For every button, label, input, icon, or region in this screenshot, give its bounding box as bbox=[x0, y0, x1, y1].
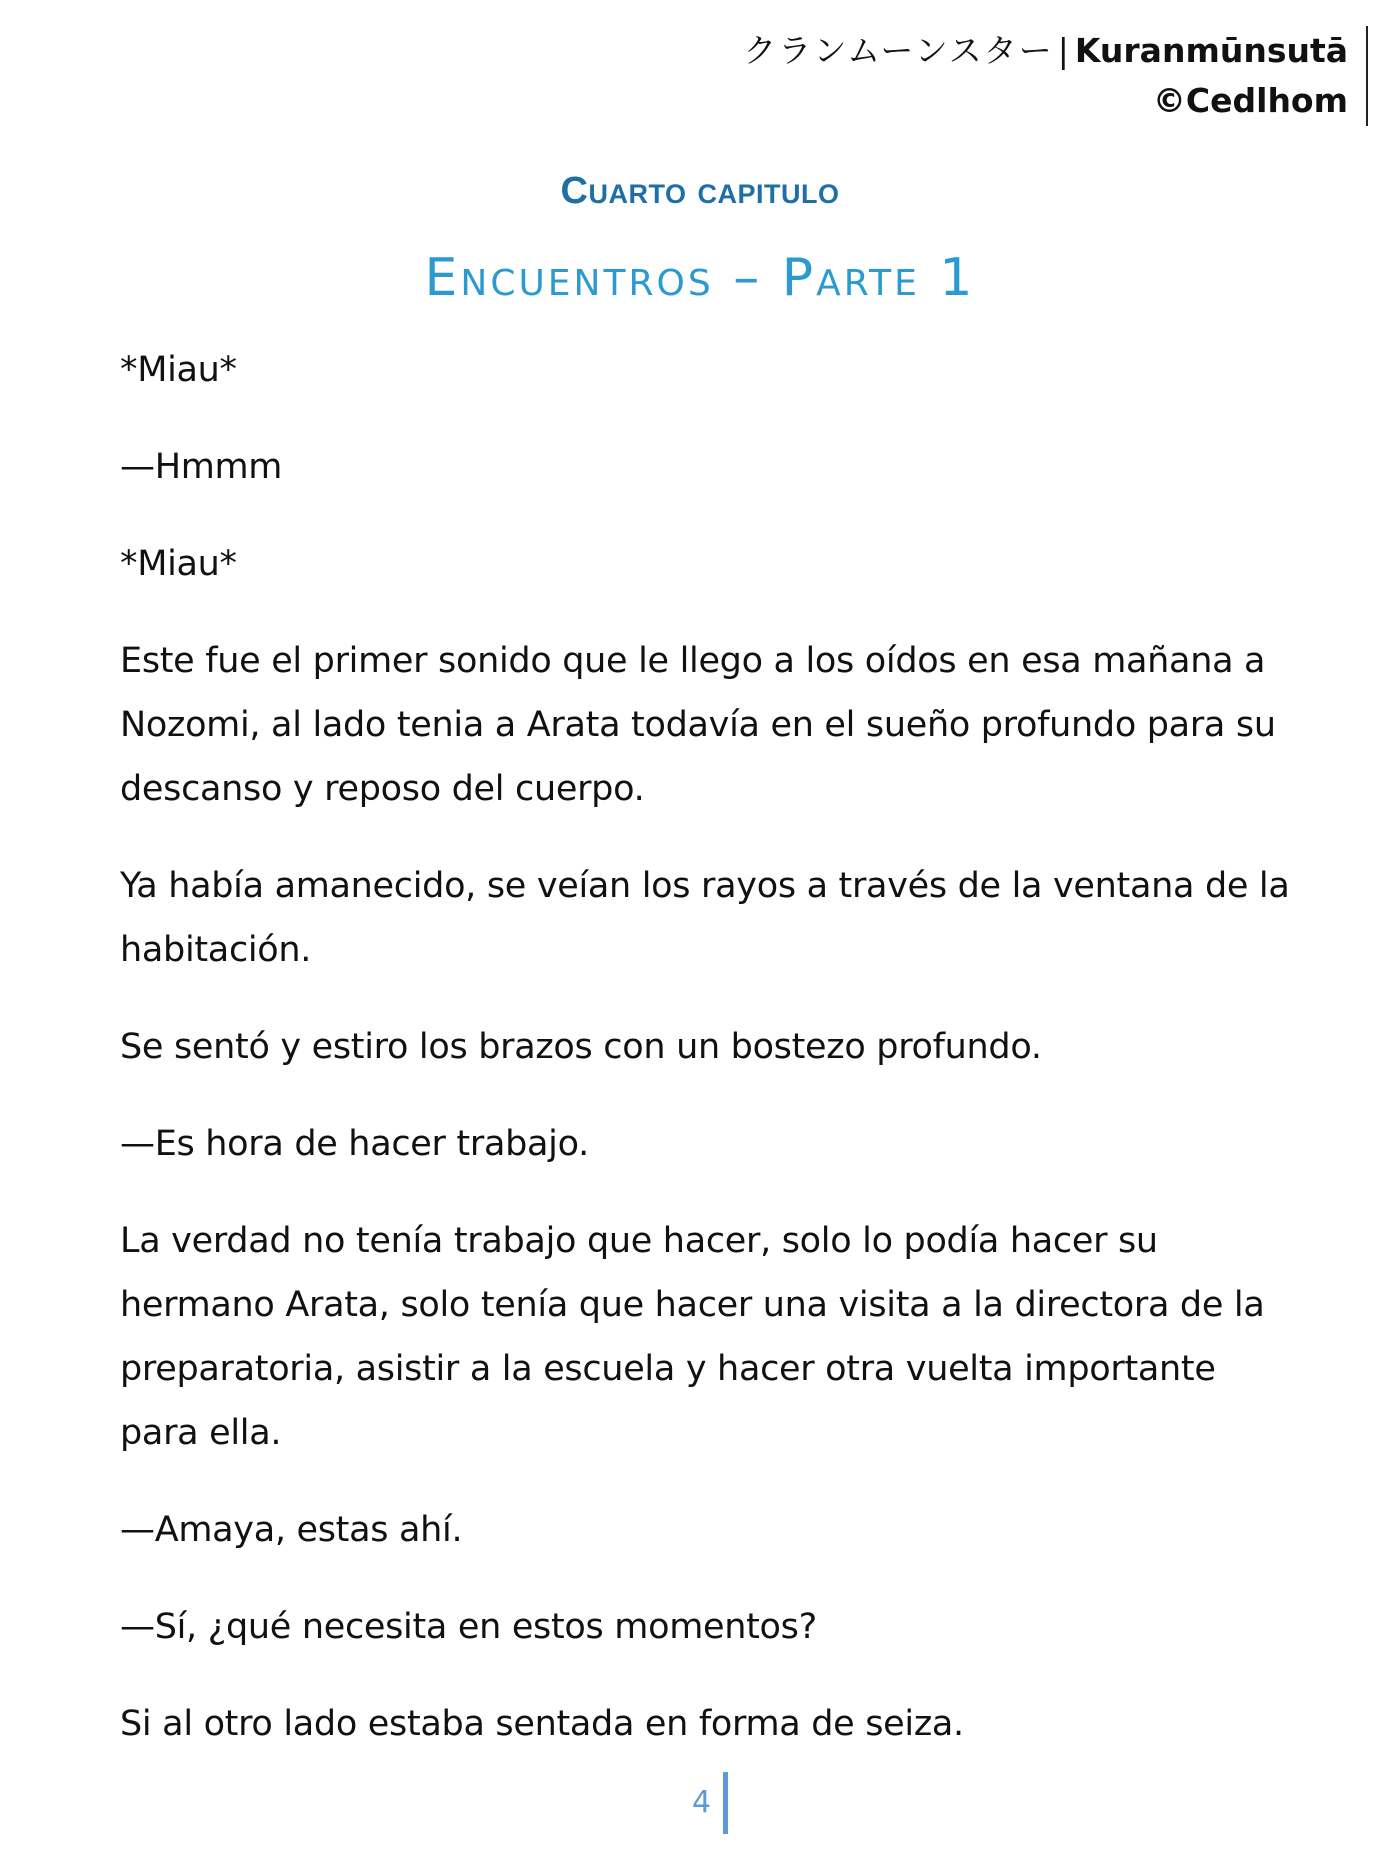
paragraph: *Miau* bbox=[120, 350, 237, 390]
paragraph: —Amaya, estas ahí. bbox=[120, 1510, 463, 1550]
paragraph: Si al otro lado estaba sentada en forma de seiza. bbox=[120, 1704, 964, 1744]
paragraph: *Miau* bbox=[120, 544, 237, 584]
chapter-number: Cuarto capitulo bbox=[560, 170, 840, 212]
header-series-line bbox=[743, 26, 1348, 76]
chapter-body bbox=[120, 338, 1300, 1789]
series-title-romaji: Kuranmūnsutā bbox=[1074, 31, 1348, 70]
series-title-japanese: クランムーンスター bbox=[743, 31, 1054, 70]
paragraph: —Es hora de hacer trabajo. bbox=[120, 1124, 589, 1164]
page-header bbox=[743, 26, 1368, 126]
paragraph: La verdad no tenía trabajo que hacer, solo lo podía hacer su hermano Arata, solo tenía que hacer una visita a la directora de la preparatoria, asistir a la escuela y hacer otra vuelta importante para ella. bbox=[120, 1221, 1265, 1453]
page-footer bbox=[0, 1772, 1400, 1834]
copyright-notice: ©Cedlhom bbox=[1152, 81, 1348, 120]
paragraph: Ya había amanecido, se veían los rayos a través de la ventana de la habitación. bbox=[120, 866, 1290, 970]
paragraph: Este fue el primer sonido que le llego a los oídos en esa mañana a Nozomi, al lado tenia a Arata todavía en el sueño profundo para su descanso y reposo del cuerpo. bbox=[120, 641, 1276, 809]
paragraph: —Hmmm bbox=[120, 447, 283, 487]
chapter-title: Encuentros – Parte 1 bbox=[424, 248, 976, 308]
paragraph: Se sentó y estiro los brazos con un bostezo profundo. bbox=[120, 1027, 1042, 1067]
header-separator: | bbox=[1057, 31, 1069, 70]
paragraph: —Sí, ¿qué necesita en estos momentos? bbox=[120, 1607, 817, 1647]
page-number: 4 bbox=[692, 1772, 728, 1834]
